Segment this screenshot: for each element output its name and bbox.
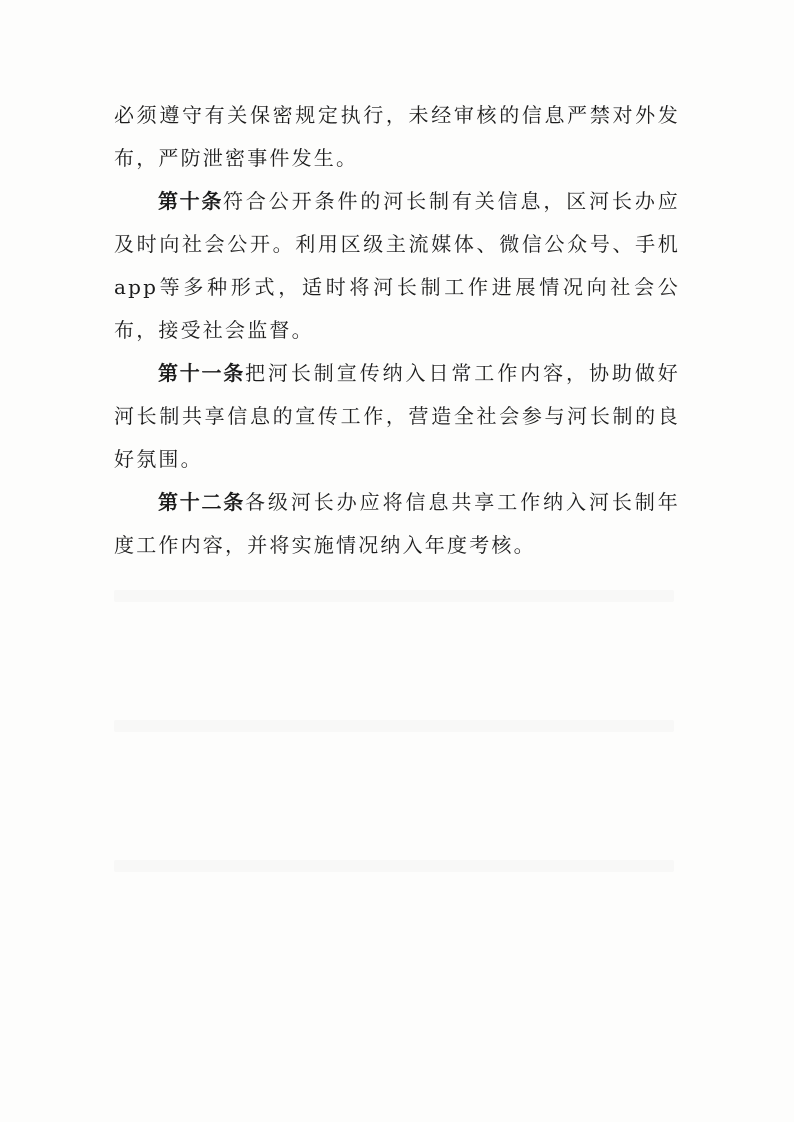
paragraph-continuation <box>114 94 680 180</box>
paragraph-text: 必须遵守有关保密规定执行，未经审核的信息严禁对外发布，严防泄密事件发生。 <box>114 103 680 170</box>
paragraph-article-11 <box>114 352 680 481</box>
paragraph-text: 符合公开条件的河长制有关信息，区河长办应及时向社会公开。利用区级主流媒体、微信公众号、手机app等多种形式，适时将河长制工作进展情况向社会公布，接受社会监督。 <box>114 189 681 342</box>
article-number: 第十一条 <box>158 361 245 385</box>
scan-ghost-line <box>114 860 674 872</box>
article-number: 第十条 <box>158 189 224 213</box>
paragraph-text: 把河长制宣传纳入日常工作内容，协助做好河长制共享信息的宣传工作，营造全社会参与河长制的良好氛围。 <box>114 361 680 471</box>
document-body <box>114 94 680 567</box>
article-number: 第十二条 <box>158 490 245 514</box>
scan-ghost-line <box>114 590 674 602</box>
paragraph-article-12 <box>114 481 680 567</box>
paragraph-article-10 <box>114 180 680 352</box>
paragraph-text: 各级河长办应将信息共享工作纳入河长制年度工作内容，并将实施情况纳入年度考核。 <box>114 490 680 557</box>
scan-ghost-line <box>114 720 674 732</box>
